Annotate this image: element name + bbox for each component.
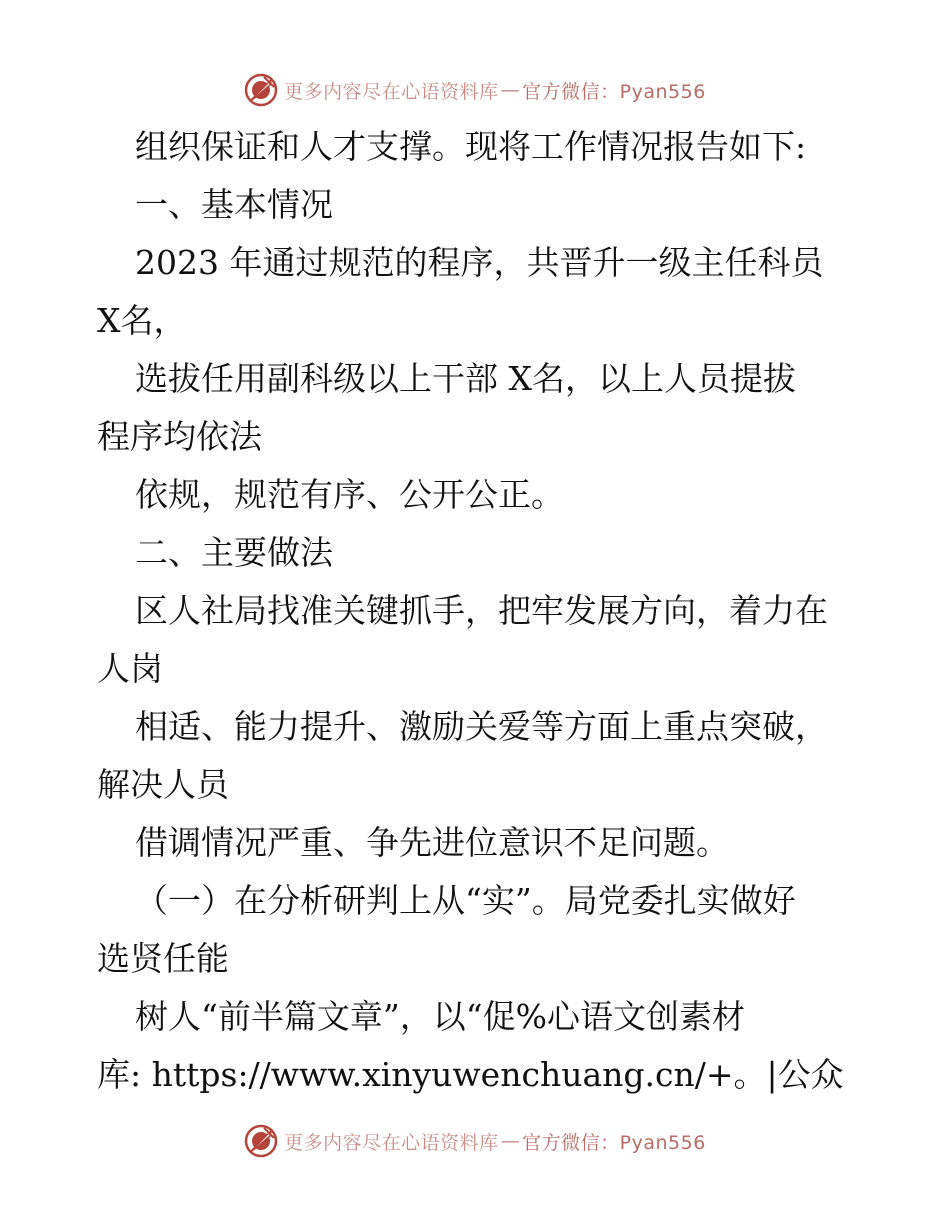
subsection-heading: （一）在分析研判上从“实”。局党委扎实做好 bbox=[135, 881, 796, 920]
quill-circle-logo-icon bbox=[244, 73, 278, 107]
body-line: 相适、能力提升、激励关爱等方面上重点突破， bbox=[135, 707, 828, 746]
watermark-site-text: 更多内容尽在心语资料库 bbox=[284, 1131, 499, 1154]
body-line: 借调情况严重、争先进位意识不足问题。 bbox=[135, 823, 729, 862]
watermark-header bbox=[0, 70, 950, 110]
body-line: 组织保证和人才支撑。现将工作情况报告如下: bbox=[135, 127, 807, 166]
body-line: 2023 年通过规范的程序，共晋升一级主任科员 bbox=[135, 243, 824, 282]
quill-circle-logo-icon bbox=[244, 1124, 278, 1158]
body-line: 解决人员 bbox=[97, 765, 229, 804]
watermark-footer bbox=[0, 1121, 950, 1161]
section-heading: 二、主要做法 bbox=[135, 533, 333, 572]
document-body bbox=[97, 118, 857, 1104]
body-line: 区人社局找准关键抓手，把牢发展方向，着力在 bbox=[135, 591, 828, 630]
section-heading: 一、基本情况 bbox=[135, 185, 333, 224]
watermark-separator: — bbox=[500, 79, 521, 101]
body-line: 树人“前半篇文章”，以“促%心语文创素材 bbox=[135, 997, 745, 1036]
watermark-wechat-text: 官方微信：Pyan556 bbox=[522, 80, 706, 103]
body-line: 程序均依法 bbox=[97, 417, 262, 456]
body-line: X名， bbox=[97, 301, 187, 340]
watermark-wechat-text: 官方微信：Pyan556 bbox=[522, 1131, 706, 1154]
watermark-site-text: 更多内容尽在心语资料库 bbox=[284, 80, 499, 103]
body-line: 库: https://www.xinyuwenchuang.cn/+。|公众 bbox=[97, 1055, 844, 1094]
body-line: 依规，规范有序、公开公正。 bbox=[135, 475, 564, 514]
body-line: 人岗 bbox=[97, 649, 163, 688]
watermark-separator: — bbox=[500, 1130, 521, 1152]
body-line: 选拔任用副科级以上干部 X名，以上人员提拔 bbox=[135, 359, 796, 398]
body-line: 选贤任能 bbox=[97, 939, 229, 978]
